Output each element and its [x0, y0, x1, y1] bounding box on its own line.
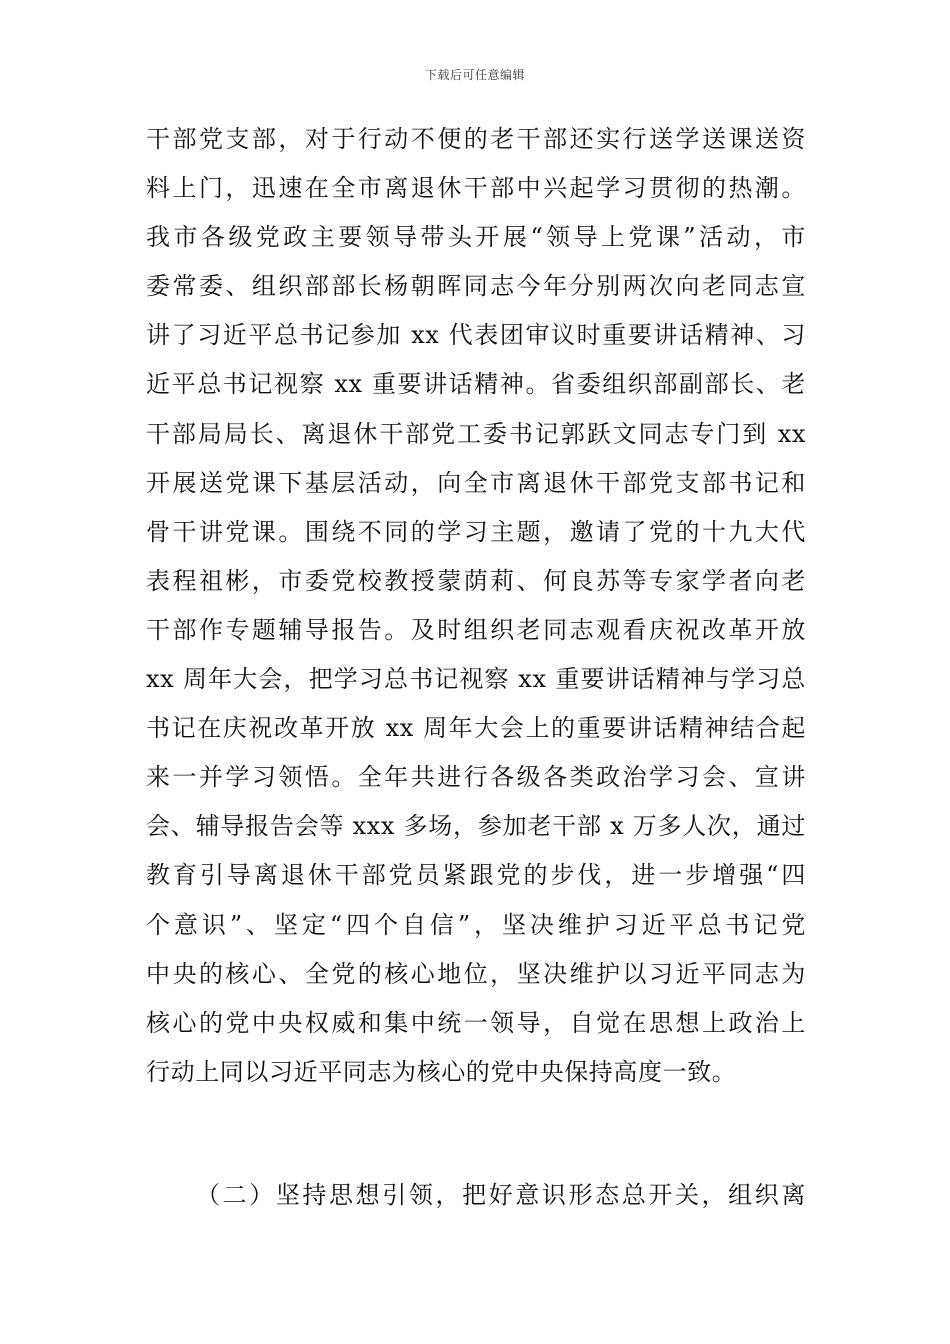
- body-paragraph: [146, 115, 806, 1097]
- paragraph-line: 干部党支部，对于行动不便的老干部还实行送学送课送资: [146, 125, 806, 153]
- section-heading: [146, 1171, 806, 1220]
- paragraph-line: 我市各级党政主要领导带头开展“领导上党课”活动，市: [146, 223, 806, 252]
- paragraph-line: 表程祖彬，市委党校教授蒙荫莉、何良苏等专家学者向老: [146, 566, 806, 595]
- paragraph-line: 骨干讲党课。围绕不同的学习主题，邀请了党的十九大代: [146, 517, 806, 546]
- paragraph-line: 讲了习近平总书记参加 xx 代表团审议时重要讲话精神、习: [146, 321, 806, 350]
- paragraph-line: 教育引导离退休干部党员紧跟党的步伐，进一步增强“四: [146, 861, 806, 890]
- paragraph-line: 核心的党中央权威和集中统一领导，自觉在思想上政治上: [146, 1008, 806, 1037]
- paragraph-line: 行动上同以习近平同志为核心的党中央保持高度一致。: [146, 1057, 737, 1086]
- paragraph-line: 中央的核心、全党的核心地位，坚决维护以习近平同志为: [146, 959, 806, 988]
- section-heading-line: （二）坚持思想引领，把好意识形态总开关，组织离: [196, 1181, 806, 1209]
- paragraph-line: 会、辅导报告会等 xxx 多场，参加老干部 x 万多人次，通过: [146, 812, 806, 841]
- paragraph-line: 开展送党课下基层活动，向全市离退休干部党支部书记和: [146, 468, 806, 497]
- paragraph-line: 干部局局长、离退休干部党工委书记郭跃文同志专门到 xx: [146, 419, 806, 448]
- paragraph-line: 书记在庆祝改革开放 xx 周年大会上的重要讲话精神结合起: [146, 714, 806, 743]
- paragraph-line: 料上门，迅速在全市离退休干部中兴起学习贯彻的热潮。: [146, 174, 806, 203]
- paragraph-line: 干部作专题辅导报告。及时组织老同志观看庆祝改革开放: [146, 615, 806, 644]
- paragraph-line: xx 周年大会，把学习总书记视察 xx 重要讲话精神与学习总: [146, 665, 806, 694]
- paragraph-line: 个意识”、坚定“四个自信”，坚决维护习近平总书记党: [146, 910, 806, 939]
- page-header: 下载后可任意编辑: [424, 68, 525, 82]
- paragraph-line: 委常委、组织部部长杨朝晖同志今年分别两次向老同志宣: [146, 272, 806, 301]
- paragraph-line: 来一并学习领悟。全年共进行各级各类政治学习会、宣讲: [146, 763, 806, 792]
- paragraph-line: 近平总书记视察 xx 重要讲话精神。省委组织部副部长、老: [146, 370, 806, 399]
